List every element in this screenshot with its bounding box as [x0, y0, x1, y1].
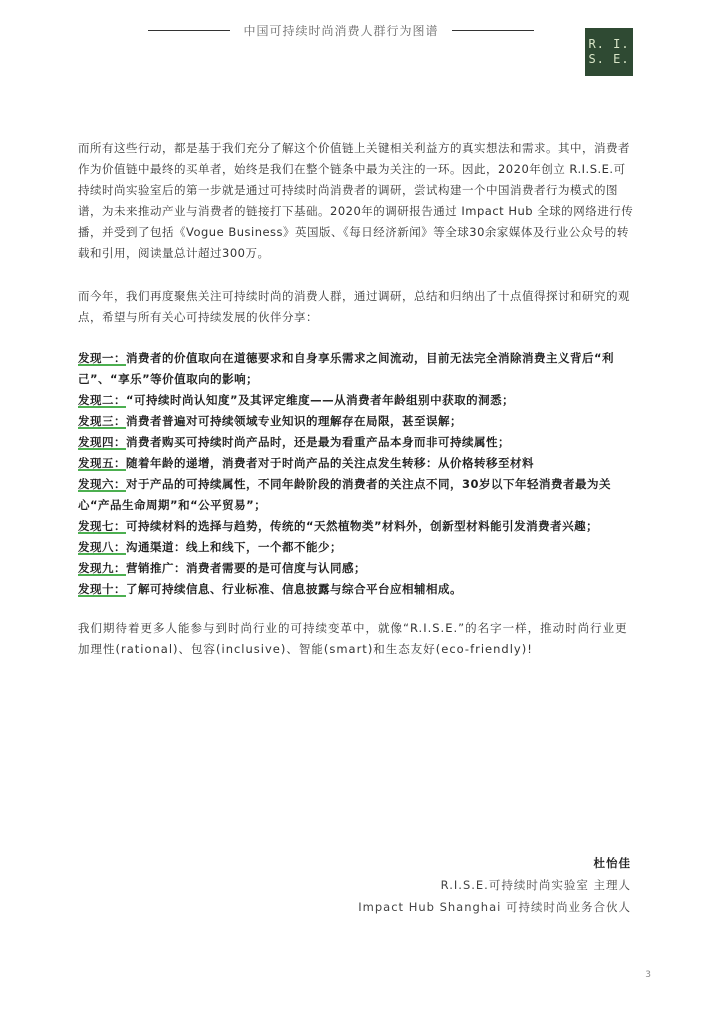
logo-line-2: S. E. — [588, 52, 630, 66]
finding-text: 随着年龄的递增，消费者对于时尚产品的关注点发生转移：从价格转移至材料 — [126, 456, 534, 470]
signature-role-1: R.I.S.E.可持续时尚实验室 主理人 — [440, 878, 631, 892]
finding-item — [78, 348, 634, 390]
finding-item — [78, 579, 634, 600]
finding-item — [78, 453, 634, 474]
finding-text: “可持续时尚认知度”及其评定维度——从消费者年龄组别中获取的洞悉； — [126, 393, 515, 407]
finding-label: 发现二： — [78, 393, 126, 407]
finding-item — [78, 558, 634, 579]
intro-paragraph: 而所有这些行动，都是基于我们充分了解这个价值链上关键相关利益方的真实想法和需求。其中，消费者作为价值链中最终的买单者，始终是我们在整个链条中最为关注的一环。因此，2020年创立 R.I.S.E.可持续时尚实验室后的第一步就是通过可持续时尚消费者的调研，尝试构建一个中国消费者行为模式的图谱，为未来推动产业与消费者的链接打下基础。2020年的调研报告通过 Impact Hub 全球的网络进行传播，并受到了包括《Vogue Business》英国版、《每日经济新闻》等全球30余家媒体及行业公众号的转载和引用，阅读量总计超过300万。 — [78, 141, 634, 260]
header-rule-left — [148, 30, 230, 31]
finding-item — [78, 411, 634, 432]
finding-item — [78, 432, 634, 453]
header-title: 中国可持续时尚消费人群行为图谱 — [243, 24, 439, 38]
finding-text: 可持续材料的选择与趋势，传统的“天然植物类”材料外，创新型材料能引发消费者兴趣； — [126, 519, 599, 533]
finding-label: 发现三： — [78, 414, 126, 428]
finding-text: 沟通渠道：线上和线下，一个都不能少； — [126, 540, 342, 554]
finding-item — [78, 390, 634, 411]
finding-label: 发现九： — [78, 561, 126, 575]
finding-text: 对于产品的可持续属性，不同年龄阶段的消费者的关注点不同，30岁以下年轻消费者最为关心“产品生命周期”和“公平贸易”； — [78, 477, 611, 512]
finding-label: 发现八： — [78, 540, 126, 554]
signature-name: 杜怡佳 — [593, 856, 631, 870]
finding-label: 发现十： — [78, 582, 126, 596]
rise-logo — [585, 28, 633, 76]
finding-label: 发现五： — [78, 456, 126, 470]
finding-label: 发现一： — [78, 351, 126, 365]
findings-list — [78, 348, 634, 600]
finding-text: 营销推广：消费者需要的是可信度与认同感； — [126, 561, 366, 575]
finding-text: 消费者的价值取向在道德要求和自身享乐需求之间流动，目前无法完全消除消费主义背后“利己”、“享乐”等价值取向的影响； — [78, 351, 615, 386]
main-content — [78, 138, 634, 660]
finding-item — [78, 537, 634, 558]
finding-text: 消费者购买可持续时尚产品时，还是最为看重产品本身而非可持续属性； — [126, 435, 510, 449]
finding-item — [78, 474, 634, 516]
signature-block — [358, 852, 631, 918]
finding-item — [78, 516, 634, 537]
header-rule-right — [452, 30, 534, 31]
page-number: 3 — [645, 970, 651, 980]
signature-role-2: Impact Hub Shanghai 可持续时尚业务合伙人 — [358, 900, 631, 914]
findings-intro-paragraph: 而今年，我们再度聚焦关注可持续时尚的消费人群，通过调研，总结和归纳出了十点值得探讨和研究的观点，希望与所有关心可持续发展的伙伴分享： — [78, 289, 630, 324]
logo-line-1: R. I. — [588, 37, 630, 51]
finding-label: 发现六： — [78, 477, 126, 491]
closing-paragraph: 我们期待着更多人能参与到时尚行业的可持续变革中，就像“R.I.S.E.”的名字一样，推动时尚行业更加理性(rational)、包容(inclusive)、智能(smart)和生态友好(eco-friendly)! — [78, 621, 628, 656]
finding-text: 消费者普遍对可持续领域专业知识的理解存在局限，甚至误解； — [126, 414, 462, 428]
finding-text: 了解可持续信息、行业标准、信息披露与综合平台应相辅相成。 — [126, 582, 462, 596]
finding-label: 发现七： — [78, 519, 126, 533]
finding-label: 发现四： — [78, 435, 126, 449]
